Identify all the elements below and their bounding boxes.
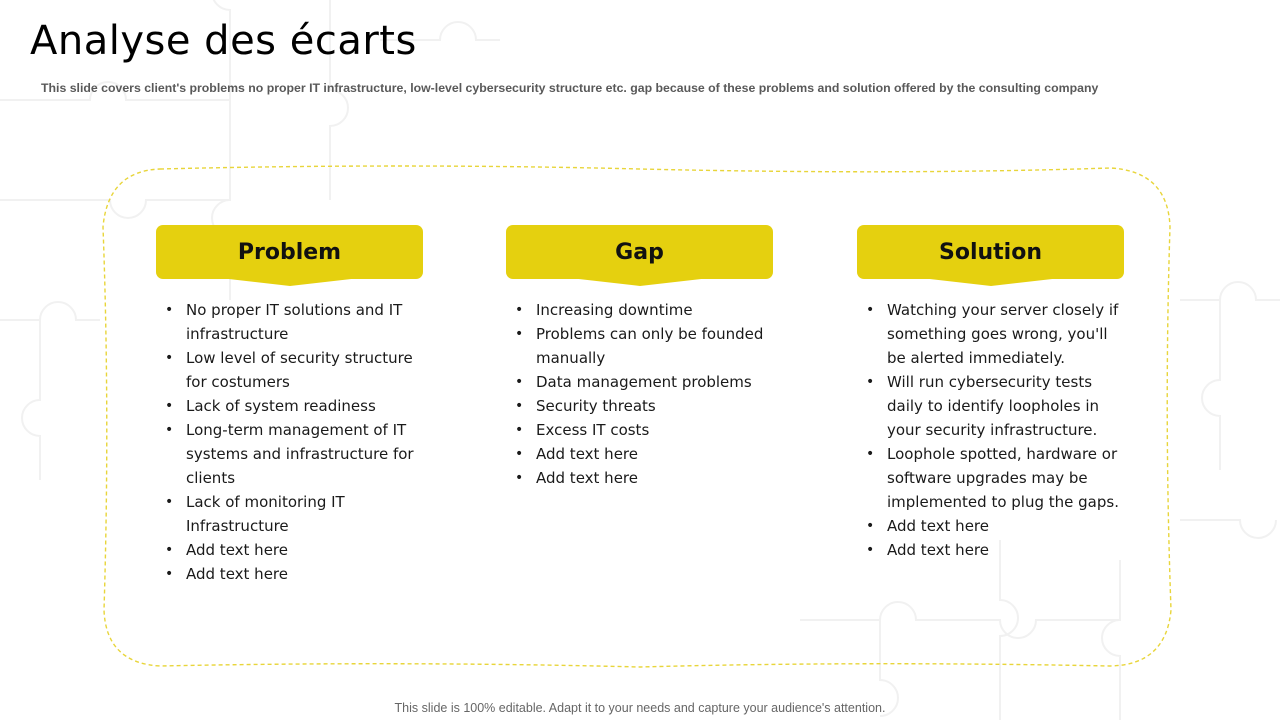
solution-header-label: Solution [939, 239, 1042, 265]
list-item: • Loophole spotted, hardware or software upgrades may be implemented to plug the gaps. [857, 442, 1124, 514]
problem-header [156, 225, 423, 279]
list-item: • Add text here [857, 514, 1124, 538]
list-item: • Increasing downtime [506, 298, 773, 322]
list-item: • Will run cybersecurity tests daily to identify loopholes in your security infrastructure. [857, 370, 1124, 442]
list-item: • Lack of monitoring IT Infrastructure [156, 490, 423, 538]
list-item: • Add text here [857, 538, 1124, 562]
gap-header [506, 225, 773, 279]
solution-column [857, 225, 1124, 562]
footer-note: This slide is 100% editable. Adapt it to your needs and capture your audience's attention. [394, 701, 886, 715]
gap-list [506, 298, 773, 490]
list-item: • Watching your server closely if something goes wrong, you'll be alerted immediately. [857, 298, 1124, 370]
list-item: • Data management problems [506, 370, 773, 394]
list-item: • Add text here [156, 538, 423, 562]
page-title: Analyse des écarts [30, 18, 417, 64]
list-item: • Excess IT costs [506, 418, 773, 442]
list-item: • Security threats [506, 394, 773, 418]
solution-header [857, 225, 1124, 279]
list-item: • Low level of security structure for costumers [156, 346, 423, 394]
gap-column [506, 225, 773, 490]
solution-list [857, 298, 1124, 562]
list-item: • Long-term management of IT systems and infrastructure for clients [156, 418, 423, 490]
page-subtitle: This slide covers client's problems no proper IT infrastructure, low-level cybersecurity structure etc. gap because of these problems and solution offered by the consulting company [41, 81, 1099, 95]
problem-header-label: Problem [237, 239, 342, 265]
gap-header-label: Gap [615, 239, 664, 265]
problem-column [156, 225, 423, 586]
list-item: • Add text here [156, 562, 423, 586]
list-item: • Lack of system readiness [156, 394, 423, 418]
list-item: • No proper IT solutions and IT infrastructure [156, 298, 423, 346]
problem-list [156, 298, 423, 586]
list-item: • Problems can only be founded manually [506, 322, 773, 370]
list-item: • Add text here [506, 442, 773, 466]
list-item: • Add text here [506, 466, 773, 490]
